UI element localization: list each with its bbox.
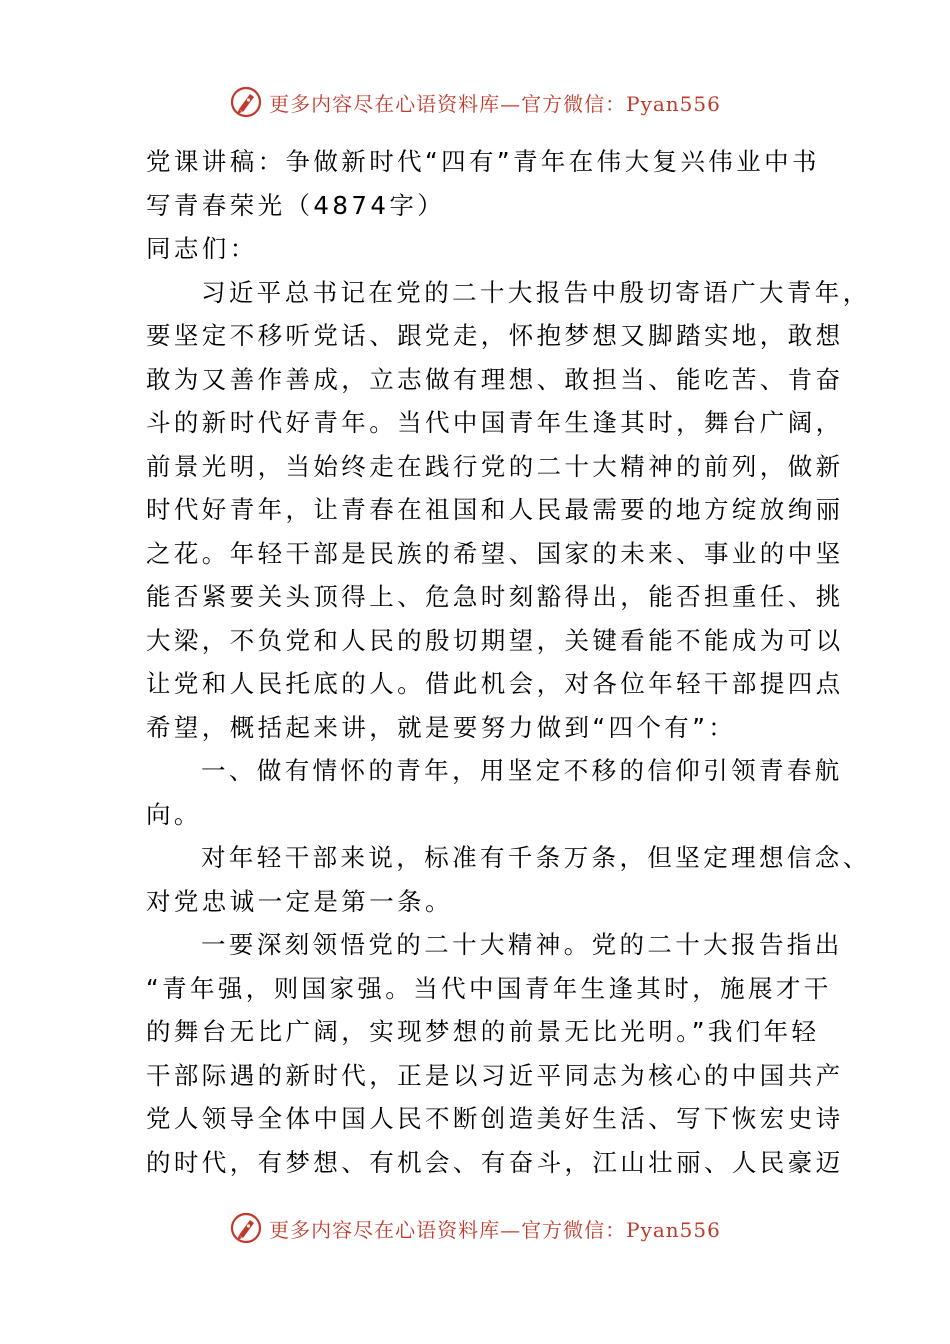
text-line: “青年强，则国家强。当代中国青年生逢其时，施展才干	[146, 973, 832, 1003]
text-line: 希望，概括起来讲，就是要努力做到“四个有”：	[146, 712, 737, 742]
footer-banner	[0, 1208, 950, 1248]
text-line: 要坚定不移听党话、跟党走，怀抱梦想又脚踏实地，敢想	[146, 321, 844, 350]
text-line: 大梁，不负党和人民的殷切期望，关键看能不能成为可以	[146, 625, 844, 655]
text-line: 对年轻干部来说，标准有千条万条，但坚定理想信念、	[201, 843, 871, 872]
pen-nib-logo-icon	[229, 1211, 263, 1245]
text-line: 斗的新时代好青年。当代中国青年生逢其时，舞台广阔，	[146, 408, 844, 437]
text-line: 同志们：	[146, 234, 258, 263]
footer-banner-content	[229, 1211, 721, 1245]
text-line: 之花。年轻干部是民族的希望、国家的未来、事业的中坚	[146, 538, 844, 568]
text-line: 的时代，有梦想、有机会、有奋斗，江山壮丽、人民豪迈	[146, 1147, 844, 1177]
text-line: 写青春荣光（4874字）	[146, 190, 446, 220]
text-line: 干部际遇的新时代，正是以习近平同志为核心的中国共产	[146, 1060, 844, 1090]
text-line: 能否紧要关头顶得上、危急时刻豁得出，能否担重任、挑	[146, 582, 844, 611]
text-line: 让党和人民托底的人。借此机会，对各位年轻干部提四点	[146, 669, 844, 698]
header-banner-content	[229, 85, 721, 119]
text-line: 的舞台无比广阔，实现梦想的前景无比光明。”我们年轻	[146, 1017, 820, 1046]
footer-banner-text: 更多内容尽在心语资料库—官方微信：Pyan556	[269, 1217, 721, 1242]
text-line: 党人领导全体中国人民不断创造美好生活、写下恢宏史诗	[146, 1104, 844, 1133]
text-line: 前景光明，当始终走在践行党的二十大精神的前列，做新	[146, 451, 844, 481]
document-body	[146, 140, 871, 1184]
text-line: 一要深刻领悟党的二十大精神。党的二十大报告指出	[201, 930, 843, 959]
text-line: 党课讲稿：争做新时代“四有”青年在伟大复兴伟业中书	[146, 147, 820, 176]
header-banner	[0, 82, 950, 122]
text-line: 敢为又善作善成，立志做有理想、敢担当、能吃苦、肯奋	[146, 364, 844, 394]
text-line: 一、做有情怀的青年，用坚定不移的信仰引领青春航	[201, 756, 843, 785]
text-line: 时代好青年，让青春在祖国和人民最需要的地方绽放绚丽	[146, 495, 844, 524]
text-line: 对党忠诚一定是第一条。	[146, 886, 453, 916]
pen-nib-logo-icon	[229, 85, 263, 119]
text-line: 习近平总书记在党的二十大报告中殷切寄语广大青年，	[201, 277, 871, 307]
text-line: 向。	[146, 799, 202, 829]
header-banner-text: 更多内容尽在心语资料库—官方微信：Pyan556	[269, 91, 721, 116]
